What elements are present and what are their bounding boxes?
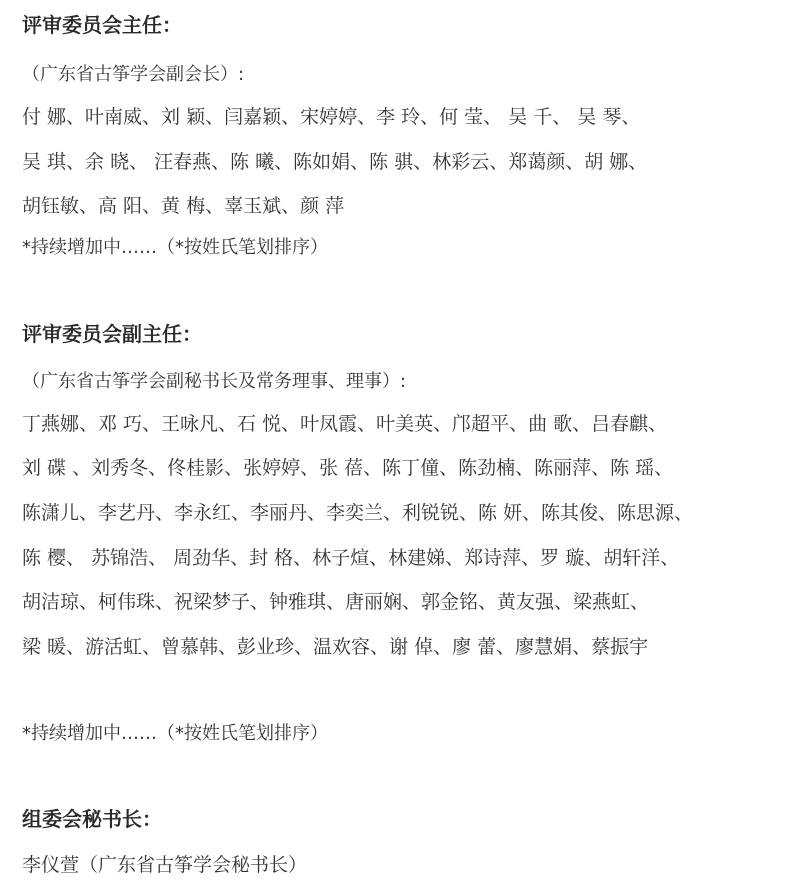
vice-director-names-row-6: 梁 暖、游活虹、曾慕韩、彭业珍、温欢容、谢 倬、廖 蕾、廖慧娟、蔡振宇 [22, 636, 649, 658]
vice-director-names-row-2: 刘 碟 、刘秀冬、佟桂影、张婷婷、张 蓓、陈丁僮、陈劲楠、陈丽萍、陈 瑶、 [22, 457, 674, 479]
director-footer-note: *持续增加中……（*按姓氏笔划排序） [22, 237, 328, 258]
director-names-row-1: 付 娜、叶南威、刘 颖、闫嘉颖、宋婷婷、李 玲、何 莹、 吴 千、 吴 琴、 [22, 106, 641, 128]
vice-director-names-row-5: 胡洁琼、柯伟珠、祝梁梦子、钟雅琪、唐丽娴、郭金铭、黄友强、梁燕虹、 [22, 591, 650, 613]
director-names-row-2: 吴 琪、余 晓、 汪春燕、陈 曦、陈如娟、陈 骐、林彩云、郑蔼颜、胡 娜、 [22, 151, 648, 173]
section-heading-secretary-general: 组委会秘书长： [22, 807, 162, 831]
vice-director-affiliation-note: （广东省古筝学会副秘书长及常务理事、理事）: [22, 371, 407, 392]
vice-director-footer-note: *持续增加中……（*按姓氏笔划排序） [22, 723, 328, 744]
vice-director-names-row-4: 陈 樱、 苏锦浩、 周劲华、封 格、林子煊、林建娣、郑诗萍、罗 璇、胡轩洋、 [22, 547, 680, 569]
director-affiliation-note: （广东省古筝学会副会长）: [22, 64, 245, 85]
secretary-general-text: 李仪萱（广东省古筝学会秘书长） [22, 854, 308, 876]
director-names-row-3: 胡钰敏、高 阳、黄 梅、辜玉斌、颜 萍 [22, 195, 345, 217]
vice-director-names-row-1: 丁燕娜、邓 巧、王咏凡、石 悦、叶凤霞、叶美英、邝超平、曲 歌、吕春麒、 [22, 413, 668, 435]
section-heading-vice-director: 评审委员会副主任： [22, 322, 202, 346]
section-heading-director: 评审委员会主任： [22, 13, 182, 37]
vice-director-names-row-3: 陈潇儿、李艺丹、李永红、李丽丹、李奕兰、利锐锐、陈 妍、陈其俊、陈思源、 [22, 502, 694, 524]
